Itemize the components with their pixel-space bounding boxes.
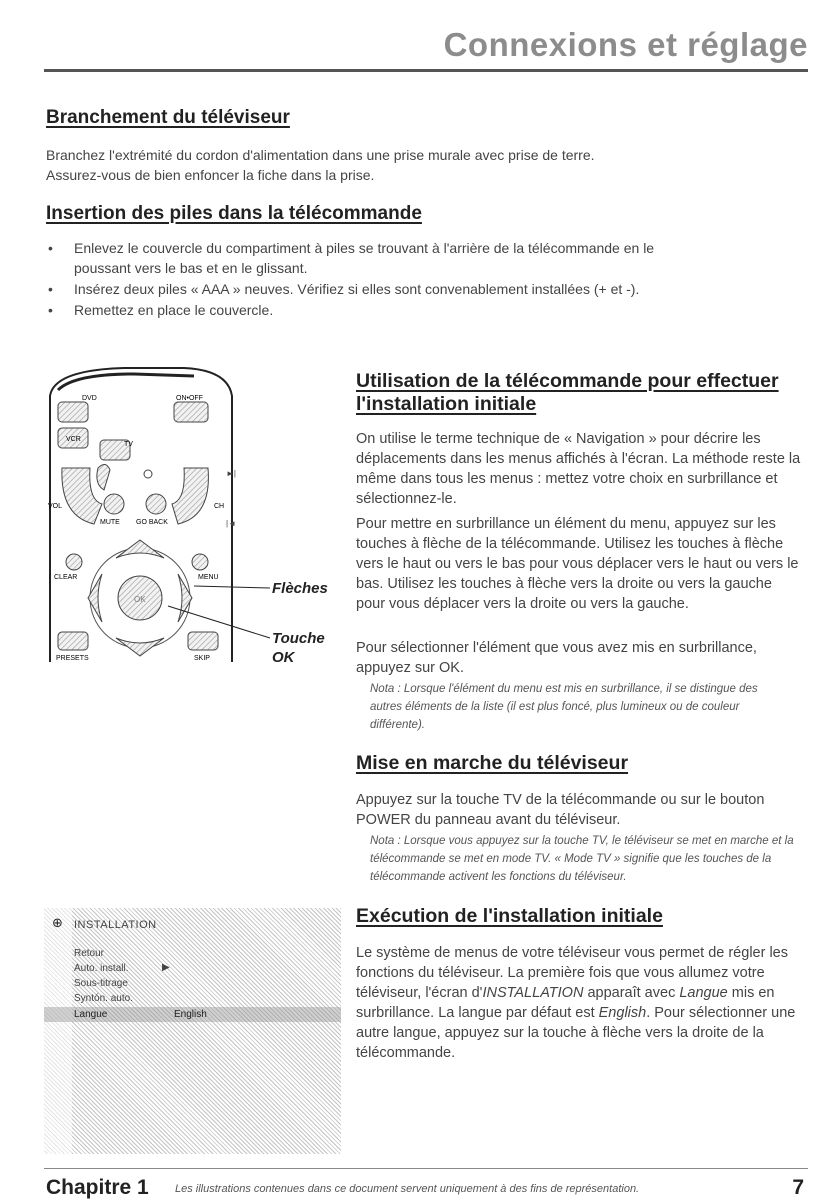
- svg-text:►|: ►|: [226, 469, 236, 478]
- footer-rule: [44, 1168, 808, 1169]
- menu-label: MENU: [198, 574, 219, 581]
- heading-initial-setup: Exécution de l'installation initiale: [356, 905, 663, 927]
- presets-label: PRESETS: [56, 655, 89, 662]
- page-header-title: Connexions et réglage: [443, 26, 808, 63]
- note-tv-mode: Nota : Lorsque vous appuyez sur la touche TV, le téléviseur se met en marche et la télécommande se met en mode TV. « Mode TV » signifie que les touches de la télécommande activent les fonctions du téléviseur.: [370, 835, 794, 883]
- menu-item: Retour: [74, 948, 105, 959]
- language-value: English: [174, 1009, 207, 1020]
- clear-label: CLEAR: [54, 574, 78, 581]
- mute-button: [104, 494, 124, 514]
- presets-button: [58, 632, 88, 650]
- menu-item-language: Langue: [74, 1009, 108, 1020]
- remote-control-illustration: [44, 366, 344, 666]
- heading-remote-usage: [356, 370, 816, 416]
- heading-battery-insertion: Insertion des piles dans la télécommande: [46, 203, 422, 224]
- page-number: 7: [792, 1176, 804, 1199]
- list-item: • Enlevez le couvercle du compartiment à piles se trouvant à l'arrière de la télécommande en le poussant vers le bas et en le glissant.: [48, 240, 655, 276]
- go-back-label: GO BACK: [136, 519, 168, 526]
- menu-icon: ⊕: [52, 915, 63, 930]
- dvd-label: DVD: [82, 395, 97, 402]
- paragraph-select: Pour sélectionner l'élément que vous avez mis en surbrillance, appuyez sur OK.: [356, 640, 757, 676]
- list-item: • Remettez en place le couvercle.: [48, 302, 274, 318]
- heading-line: Utilisation de la télécommande pour effectuer: [356, 370, 779, 392]
- vol-label: VOL: [48, 503, 63, 510]
- footer-disclaimer: Les illustrations contenues dans ce document servent uniquement à des fins de représentation.: [175, 1183, 640, 1195]
- paragraph-initial-setup: Le système de menus de votre téléviseur vous permet de régler les fonctions du téléviseur. La première fois que vous allumez votre téléviseur, l'écran d'INSTALLATION apparaît avec Langue mis en surbrillance. La langue par défaut est English. Pour sélectionner une autre langue, appuyez sur la touche à flèche vers la droite de la télécommande.: [356, 945, 796, 1061]
- heading-line: l'installation initiale: [356, 393, 537, 415]
- heading-tv-connection: Branchement du téléviseur: [46, 107, 290, 128]
- chapter-label: Chapitre 1: [46, 1176, 149, 1199]
- skip-button: [188, 632, 218, 650]
- list-item: • Insérez deux piles « AAA » neuves. Vérifiez si elles sont convenablement installées (+ et -).: [48, 281, 640, 297]
- menu-title: INSTALLATION: [74, 919, 157, 931]
- heading-tv-power-on: Mise en marche du téléviseur: [356, 752, 629, 774]
- clear-button: [66, 554, 82, 570]
- svg-text:|◄: |◄: [226, 519, 236, 528]
- note-highlight: Nota : Lorsque l'élément du menu est mis en surbrillance, il se distingue des autres éléments de la liste (il est plus foncé, plus lumineux ou de couleur différente).: [370, 683, 758, 731]
- ok-label: OK: [134, 595, 146, 604]
- header-rule: [44, 69, 808, 72]
- arrows-callout-label: Flèches: [272, 580, 328, 597]
- dvd-button: [58, 402, 88, 422]
- mute-label: MUTE: [100, 519, 120, 526]
- on-off-button: [174, 402, 208, 422]
- go-back-button: [146, 494, 166, 514]
- ch-label: CH: [214, 503, 225, 510]
- battery-steps-list: [46, 238, 656, 321]
- menu-item: Auto. install.: [74, 963, 129, 974]
- menu-button: [192, 554, 208, 570]
- paragraph-tv-power-on: Appuyez sur la touche TV de la télécommande ou sur le bouton POWER du panneau avant du téléviseur.: [356, 792, 765, 828]
- ok-callout-label-line2: OK: [272, 649, 295, 666]
- paragraph-navigation: On utilise le terme technique de « Navigation » pour décrire les déplacements dans les menus affichés à l'écran. La méthode reste la même dans tous les menus : mettez votre choix en surbrillance et sélectionnez-le.: [356, 431, 801, 507]
- menu-item: Syntón. auto.: [74, 993, 133, 1004]
- ok-callout-label-line1: Touche: [272, 630, 325, 647]
- tv-label: TV: [124, 441, 133, 448]
- skip-label: SKIP: [194, 655, 210, 662]
- on-off-label: ON•OFF: [176, 395, 203, 402]
- channel-rocker: [172, 468, 208, 524]
- volume-rocker: [62, 468, 102, 524]
- paragraph-highlight: Pour mettre en surbrillance un élément du menu, appuyez sur les touches à flèche de la télécommande. Utilisez les touches à flèche vers le haut ou vers le bas pour vous déplacer vers le haut ou vers le bas. Utilisez les touches à flèche vers la droite ou vers la gauche pour vous déplacer vers la droite ou vers la gauche.: [356, 516, 799, 612]
- menu-item: Sous-titrage: [74, 978, 128, 989]
- tv-installation-menu-screen: [44, 908, 341, 1154]
- paragraph-tv-connection: Branchez l'extrémité du cordon d'alimentation dans une prise murale avec prise de terre. Assurez-vous de bien enfoncer la fiche dans la prise.: [46, 147, 595, 183]
- submenu-arrow-icon: ▶: [162, 962, 170, 973]
- vcr-label: VCR: [66, 436, 81, 443]
